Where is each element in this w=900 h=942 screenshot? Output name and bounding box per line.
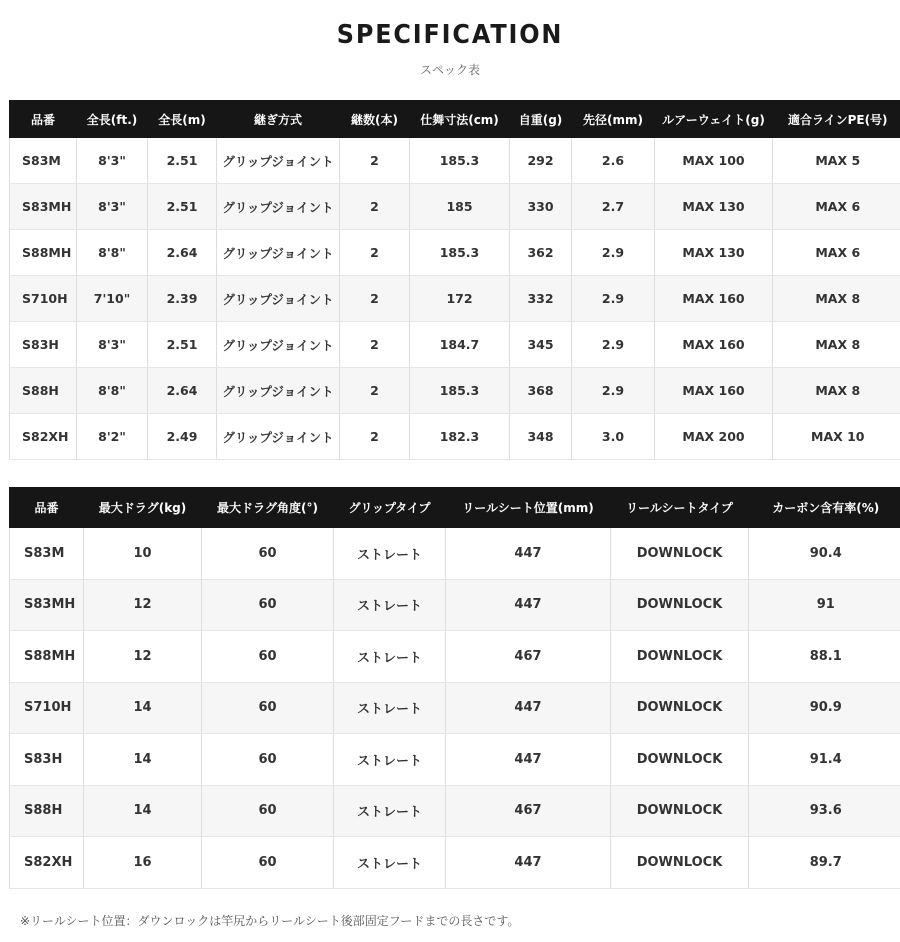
table-row <box>10 276 900 322</box>
table-cell: MAX 130 <box>655 184 773 230</box>
table-cell: 447 <box>446 528 611 579</box>
table-cell: MAX 160 <box>655 322 773 368</box>
column-header: リールシート位置(mm) <box>446 487 611 528</box>
table-cell: 8'3" <box>77 138 148 184</box>
table-cell: 362 <box>510 230 572 276</box>
table-cell: 60 <box>202 837 334 889</box>
table-cell: MAX 160 <box>655 276 773 322</box>
spec-table-1 <box>9 100 900 460</box>
model-cell: S88H <box>10 368 77 414</box>
table-cell: 2.51 <box>148 184 217 230</box>
model-cell: S83H <box>10 322 77 368</box>
model-cell: S82XH <box>10 414 77 460</box>
table-row <box>10 682 900 734</box>
table-cell: グリップジョイント <box>217 322 340 368</box>
table-cell: MAX 6 <box>773 184 900 230</box>
table-cell: 88.1 <box>749 631 900 683</box>
table-cell: 447 <box>446 734 611 786</box>
table-cell: 330 <box>510 184 572 230</box>
page-title: SPECIFICATION <box>336 20 564 50</box>
table-cell: MAX 5 <box>773 138 900 184</box>
column-header: 継ぎ方式 <box>217 100 340 138</box>
table-cell: 172 <box>410 276 510 322</box>
table-cell: 60 <box>202 785 334 837</box>
table-cell: 12 <box>84 631 202 683</box>
table-cell: DOWNLOCK <box>611 837 749 889</box>
table-cell: MAX 130 <box>655 230 773 276</box>
table-cell: 467 <box>446 785 611 837</box>
table-cell: 2 <box>340 138 410 184</box>
table-cell: DOWNLOCK <box>611 785 749 837</box>
model-cell: S88MH <box>10 230 77 276</box>
table-cell: 14 <box>84 682 202 734</box>
table-row <box>10 837 900 889</box>
table-cell: 2.9 <box>572 368 655 414</box>
table-cell: 60 <box>202 579 334 631</box>
column-header: 継数(本) <box>340 100 410 138</box>
column-header: 全長(ft.) <box>77 100 148 138</box>
column-header: 仕舞寸法(cm) <box>410 100 510 138</box>
table-cell: ストレート <box>334 631 446 683</box>
table-cell: MAX 8 <box>773 276 900 322</box>
table-row <box>10 138 900 184</box>
table-cell: DOWNLOCK <box>611 528 749 579</box>
column-header: 品番 <box>10 487 84 528</box>
table-cell: 2.9 <box>572 276 655 322</box>
table-cell: MAX 6 <box>773 230 900 276</box>
table-cell: 185.3 <box>410 138 510 184</box>
model-cell: S83MH <box>10 579 84 631</box>
column-header: 全長(m) <box>148 100 217 138</box>
column-header: ルアーウェイト(g) <box>655 100 773 138</box>
table-cell: ストレート <box>334 682 446 734</box>
table-cell: 447 <box>446 837 611 889</box>
table-cell: 182.3 <box>410 414 510 460</box>
table-cell: 2 <box>340 414 410 460</box>
spec-table-2-container <box>9 487 900 892</box>
table-cell: 348 <box>510 414 572 460</box>
table-cell: 2 <box>340 276 410 322</box>
table-cell: 89.7 <box>749 837 900 889</box>
table-cell: 3.0 <box>572 414 655 460</box>
column-header: リールシートタイプ <box>611 487 749 528</box>
table-cell: 7'10" <box>77 276 148 322</box>
table-cell: ストレート <box>334 734 446 786</box>
table-cell: 90.9 <box>749 682 900 734</box>
model-cell: S82XH <box>10 837 84 889</box>
table-row <box>10 785 900 837</box>
table-cell: 10 <box>84 528 202 579</box>
table-cell: 2 <box>340 230 410 276</box>
table-row <box>10 414 900 460</box>
table-cell: ストレート <box>334 785 446 837</box>
table-cell: 8'3" <box>77 322 148 368</box>
model-cell: S710H <box>10 682 84 734</box>
table-cell: 2.64 <box>148 368 217 414</box>
model-cell: S710H <box>10 276 77 322</box>
table-cell: 8'2" <box>77 414 148 460</box>
table-row <box>10 528 900 579</box>
column-header: 自重(g) <box>510 100 572 138</box>
table-cell: 8'3" <box>77 184 148 230</box>
table-row <box>10 579 900 631</box>
table-row <box>10 734 900 786</box>
table-cell: MAX 8 <box>773 322 900 368</box>
table-cell: DOWNLOCK <box>611 682 749 734</box>
table-cell: 12 <box>84 579 202 631</box>
model-cell: S83M <box>10 528 84 579</box>
column-header: 先径(mm) <box>572 100 655 138</box>
table-cell: 2.9 <box>572 230 655 276</box>
table-cell: ストレート <box>334 579 446 631</box>
table-cell: 90.4 <box>749 528 900 579</box>
table-row <box>10 368 900 414</box>
model-cell: S88H <box>10 785 84 837</box>
table-cell: 185.3 <box>410 368 510 414</box>
spec-table-2 <box>9 487 900 889</box>
table-cell: 60 <box>202 631 334 683</box>
table-cell: 2 <box>340 368 410 414</box>
column-header: カーボン含有率(%) <box>749 487 900 528</box>
table-cell: 14 <box>84 785 202 837</box>
table-cell: 60 <box>202 682 334 734</box>
page-subtitle: スペック表 <box>419 63 480 77</box>
table-cell: グリップジョイント <box>217 276 340 322</box>
table-cell: 14 <box>84 734 202 786</box>
table-cell: 345 <box>510 322 572 368</box>
table-cell: 292 <box>510 138 572 184</box>
table-cell: DOWNLOCK <box>611 579 749 631</box>
column-header: 品番 <box>10 100 77 138</box>
table-cell: DOWNLOCK <box>611 734 749 786</box>
table-cell: 2.51 <box>148 322 217 368</box>
table-cell: 447 <box>446 579 611 631</box>
table-row <box>10 184 900 230</box>
table-cell: 185.3 <box>410 230 510 276</box>
spec-table-1-container <box>9 100 900 464</box>
table-cell: DOWNLOCK <box>611 631 749 683</box>
column-header: グリップタイプ <box>334 487 446 528</box>
table-cell: ストレート <box>334 528 446 579</box>
table-cell: グリップジョイント <box>217 368 340 414</box>
model-cell: S83H <box>10 734 84 786</box>
table-cell: 184.7 <box>410 322 510 368</box>
table-cell: MAX 160 <box>655 368 773 414</box>
table-cell: グリップジョイント <box>217 414 340 460</box>
table-cell: 2.7 <box>572 184 655 230</box>
spec-table-2-header-row <box>10 487 900 528</box>
table-cell: 60 <box>202 734 334 786</box>
table-cell: 368 <box>510 368 572 414</box>
model-cell: S83MH <box>10 184 77 230</box>
table-cell: 2.39 <box>148 276 217 322</box>
table-cell: 2.51 <box>148 138 217 184</box>
table-cell: グリップジョイント <box>217 138 340 184</box>
table-cell: グリップジョイント <box>217 184 340 230</box>
table-cell: 2.64 <box>148 230 217 276</box>
table-cell: 2 <box>340 184 410 230</box>
table-cell: 91.4 <box>749 734 900 786</box>
table-cell: MAX 200 <box>655 414 773 460</box>
column-header: 適合ラインPE(号) <box>773 100 900 138</box>
table-cell: 93.6 <box>749 785 900 837</box>
table-cell: 2.6 <box>572 138 655 184</box>
table-cell: 60 <box>202 528 334 579</box>
table-cell: 16 <box>84 837 202 889</box>
model-cell: S88MH <box>10 631 84 683</box>
table-cell: MAX 8 <box>773 368 900 414</box>
model-cell: S83M <box>10 138 77 184</box>
table-cell: MAX 100 <box>655 138 773 184</box>
table-row <box>10 631 900 683</box>
table-cell: 185 <box>410 184 510 230</box>
table-cell: 91 <box>749 579 900 631</box>
spec-table-1-header-row <box>10 100 900 138</box>
column-header: 最大ドラグ角度(°) <box>202 487 334 528</box>
table-cell: 8'8" <box>77 368 148 414</box>
table-cell: 447 <box>446 682 611 734</box>
table-row <box>10 322 900 368</box>
table-cell: ストレート <box>334 837 446 889</box>
table-row <box>10 230 900 276</box>
table-cell: 2 <box>340 322 410 368</box>
table-cell: MAX 10 <box>773 414 900 460</box>
table-cell: 2.9 <box>572 322 655 368</box>
table-cell: 332 <box>510 276 572 322</box>
footnote: ※リールシート位置：ダウンロックは竿尻からリールシート後部固定フードまでの長さです。 <box>20 914 520 928</box>
table-cell: グリップジョイント <box>217 230 340 276</box>
table-cell: 2.49 <box>148 414 217 460</box>
table-cell: 8'8" <box>77 230 148 276</box>
column-header: 最大ドラグ(kg) <box>84 487 202 528</box>
table-cell: 467 <box>446 631 611 683</box>
